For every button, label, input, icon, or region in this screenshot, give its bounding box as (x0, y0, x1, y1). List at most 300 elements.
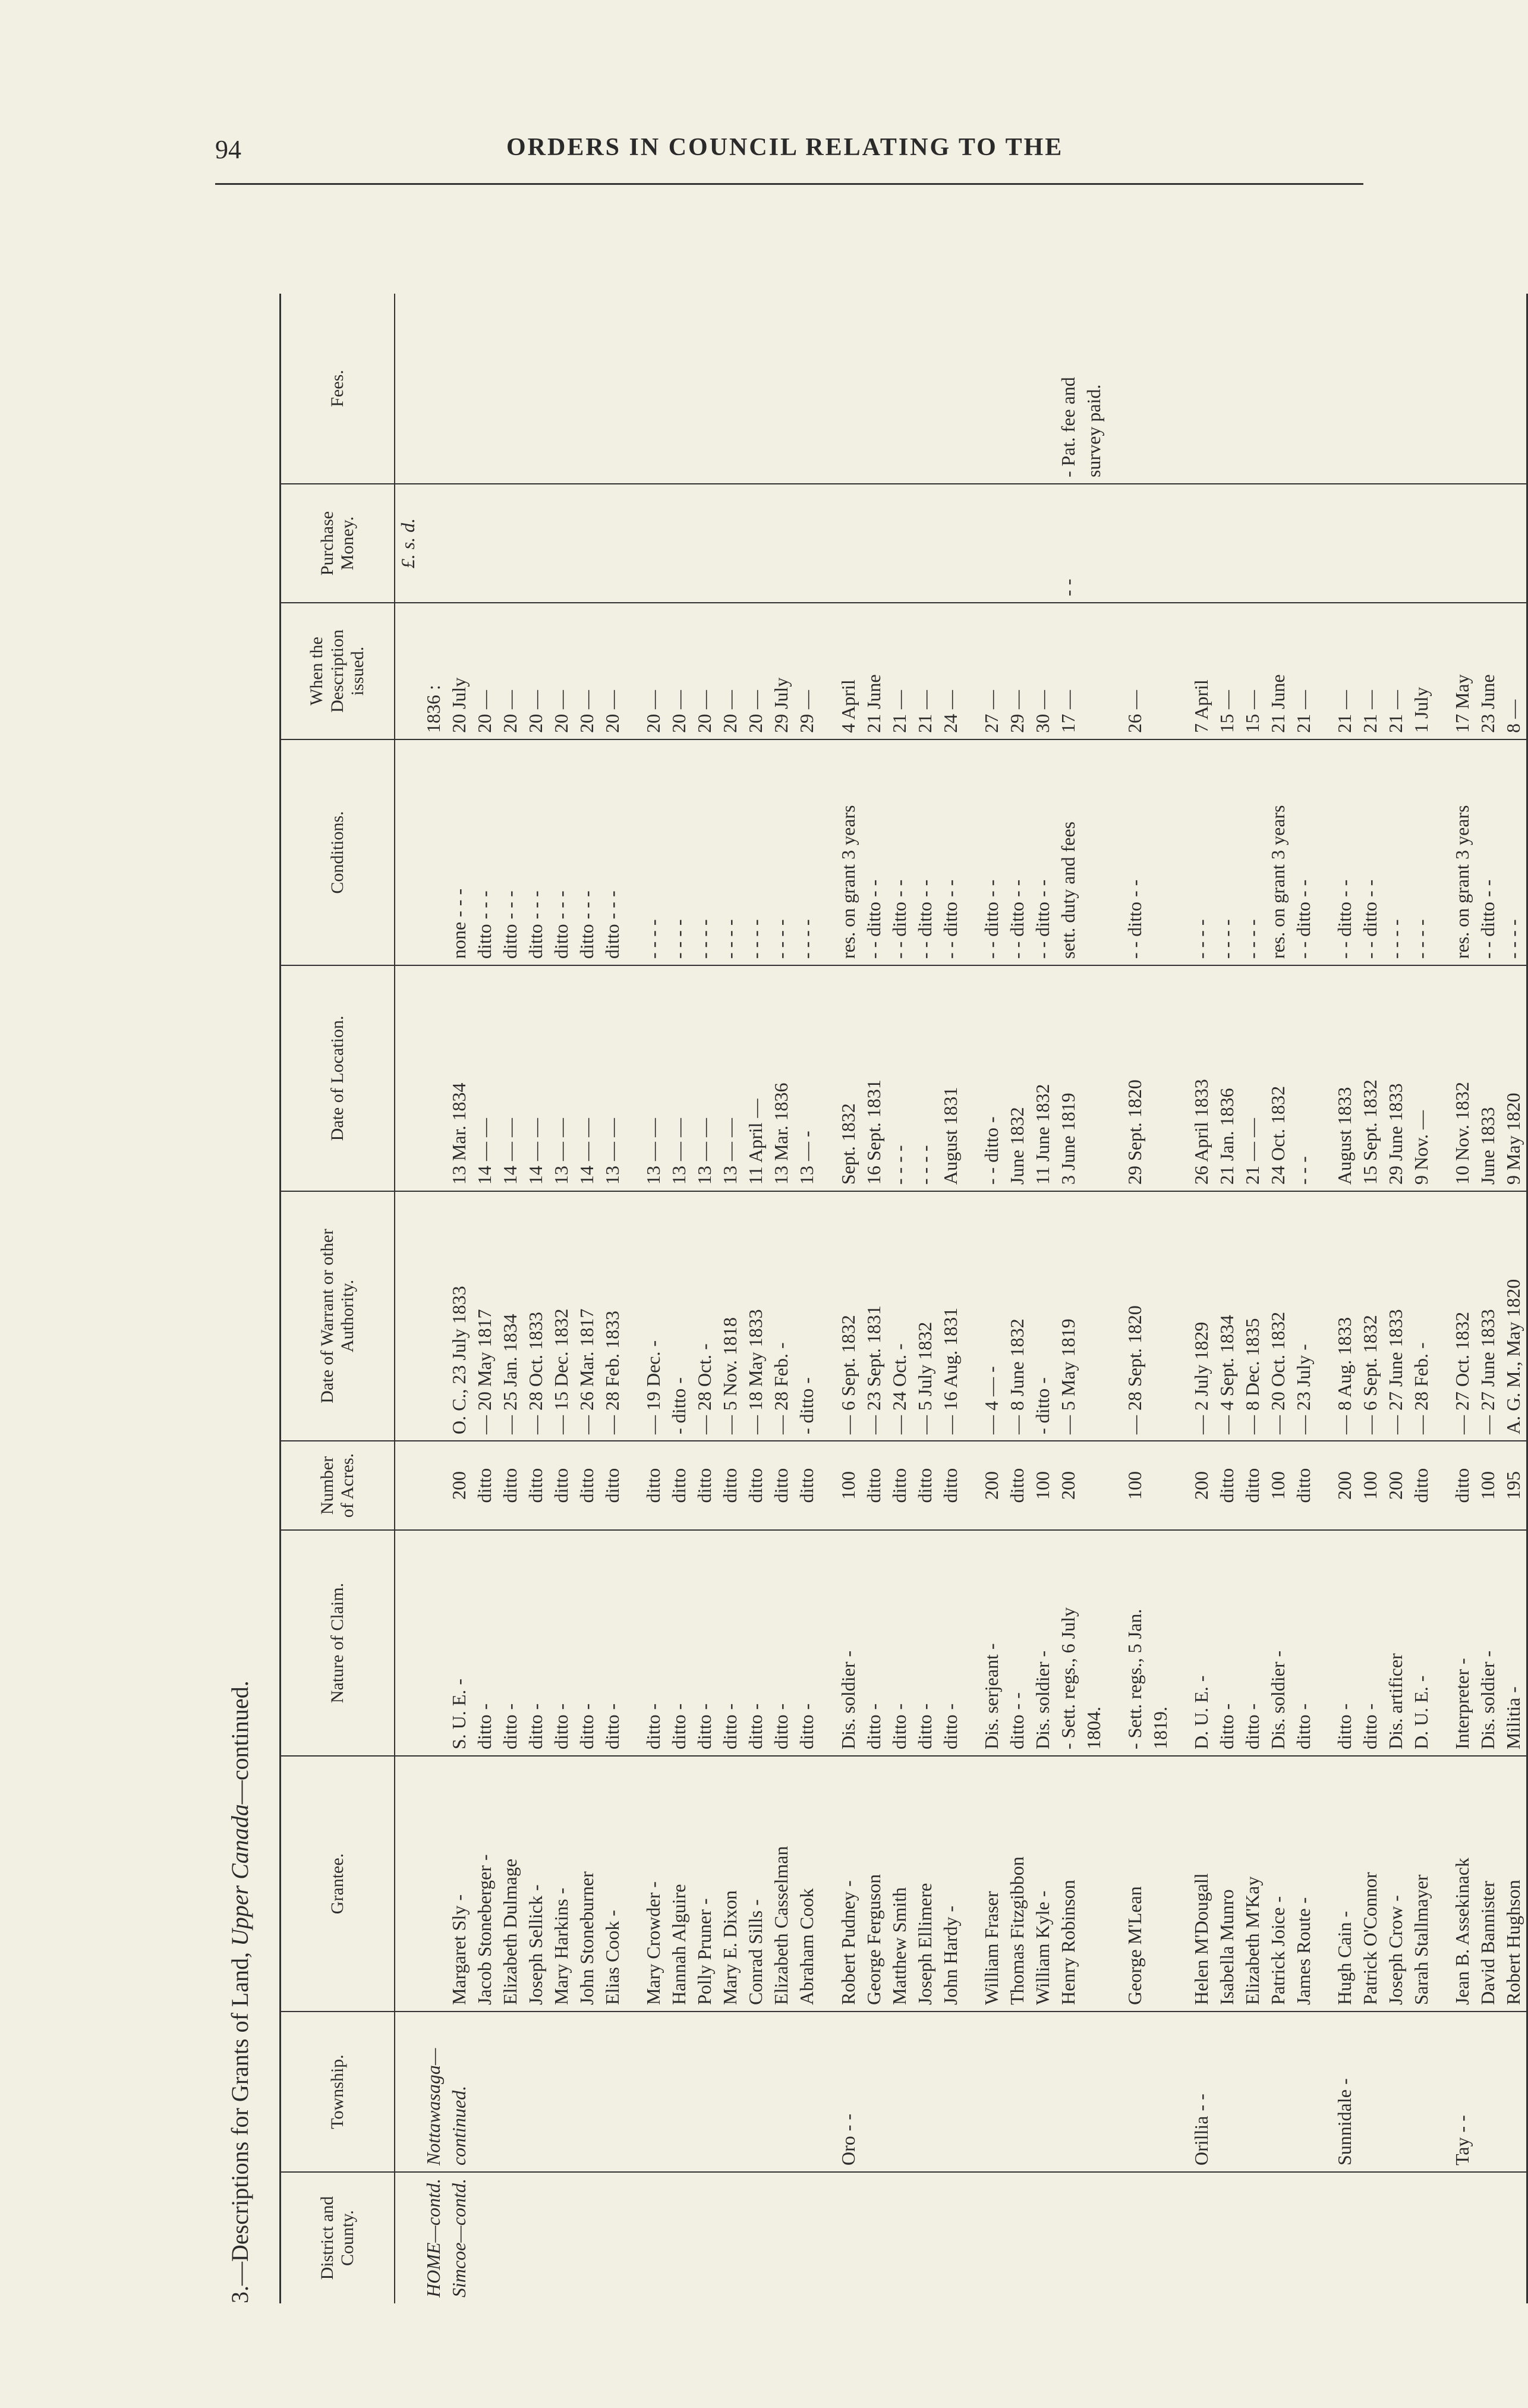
cell-grantee: Conrad Sills - (743, 1756, 768, 2012)
cell-fees (887, 294, 912, 484)
cell-location: 13 — — (666, 965, 692, 1191)
cell-conditions: - - - - (1240, 739, 1265, 965)
cell-acres: 200 (1056, 1441, 1081, 1530)
cell-grantee: Margaret Sly - (446, 1756, 472, 2012)
cell-conditions: - - ditto - - (1475, 739, 1501, 965)
cell-purchase (1265, 484, 1291, 603)
cell-conditions: ditto - - - (600, 739, 625, 965)
cell-fees (1409, 294, 1434, 484)
cell-fees (861, 294, 887, 484)
table-row (1148, 294, 1173, 2303)
cell-acres: ditto (861, 1441, 887, 1530)
cell-grantee: Robert Hughson (1501, 1756, 1527, 2012)
cell-warrant: — 27 Oct. 1832 (1450, 1191, 1475, 1441)
row-spacer (625, 294, 641, 2303)
cell-grantee: Isabella Munro (1214, 1756, 1240, 2012)
cell-described: 20 — (717, 603, 743, 739)
cell-grantee: Robert Pudney - (836, 1756, 861, 2012)
cell-purchase (979, 484, 1004, 603)
cell-township: Tay - - (1450, 2012, 1475, 2172)
cell-fees (497, 294, 523, 484)
cell-conditions: ditto - - - (523, 739, 549, 965)
cell-district (692, 2172, 717, 2303)
col-acres: Number of Acres. (281, 1441, 395, 1530)
cell-grantee: Elizabeth Dulmage (497, 1756, 523, 2012)
cell-acres: ditto (1240, 1441, 1265, 1530)
cell-nature: ditto - (472, 1530, 497, 1756)
cell-described: 29 July (768, 603, 794, 739)
col-fees: Fees. (281, 294, 395, 484)
cell-acres: ditto (692, 1441, 717, 1530)
cell-warrant: — 8 Aug. 1833 (1332, 1191, 1357, 1441)
cell-nature: Militia - (1501, 1530, 1527, 1756)
cell-fees (1291, 294, 1316, 484)
col-township: Township. (281, 2012, 395, 2172)
cell-purchase (836, 484, 861, 603)
cell-warrant: — 28 Feb. - (1409, 1191, 1434, 1441)
cell-location: 13 — — (641, 965, 666, 1191)
cell-location (1148, 965, 1173, 1191)
cell-district (1189, 2172, 1214, 2303)
cell-grantee: Henry Robinson (1056, 1756, 1081, 2012)
table-row (549, 294, 574, 2303)
table-row (446, 294, 472, 2303)
cell-district (523, 2172, 549, 2303)
cell-nature: Interpreter - (1450, 1530, 1475, 1756)
cell-nature: Dis. serjeant - (979, 1530, 1004, 1756)
cell-purchase (1122, 484, 1148, 603)
cell-district (1056, 2172, 1081, 2303)
cell-township (574, 2012, 600, 2172)
table-row (1501, 294, 1527, 2303)
cell-location: - - - (1291, 965, 1316, 1191)
cell-described: 20 — (574, 603, 600, 739)
cell-acres: ditto (938, 1441, 963, 1530)
cell-township (549, 2012, 574, 2172)
cell-grantee: Thomas Fitzgibbon (1004, 1756, 1030, 2012)
cell-township (794, 2012, 820, 2172)
cell-conditions: - - - - (1189, 739, 1214, 965)
cell-conditions: ditto - - - (549, 739, 574, 965)
cell-conditions: res. on grant 3 years (836, 739, 861, 965)
cell-conditions: - - - - (692, 739, 717, 965)
cell-fees (1214, 294, 1240, 484)
cell-purchase (938, 484, 963, 603)
cell-district (938, 2172, 963, 2303)
cell-acres: ditto (768, 1441, 794, 1530)
cell-township (1081, 2012, 1107, 2172)
cell-district (861, 2172, 887, 2303)
cell-district (1265, 2172, 1291, 2303)
cell-acres: ditto (912, 1441, 938, 1530)
cell-purchase: - - (1056, 484, 1081, 603)
row-spacer (1316, 294, 1332, 2303)
cell-township (641, 2012, 666, 2172)
cell-township (938, 2012, 963, 2172)
cell-described: 7 April (1189, 603, 1214, 739)
cell-conditions: ditto - - - (574, 739, 600, 965)
cell-grantee: Elias Cook - (600, 1756, 625, 2012)
cell-grantee: Patrick Joice - (1265, 1756, 1291, 2012)
cell-conditions: - - ditto - - (938, 739, 963, 965)
cell-acres: 200 (1332, 1441, 1357, 1530)
cell-warrant: — 27 June 1833 (1475, 1191, 1501, 1441)
cell-acres: ditto (1450, 1441, 1475, 1530)
row-spacer (1434, 294, 1450, 2303)
cell-district (1409, 2172, 1434, 2303)
cell-grantee: George M'Lean (1122, 1756, 1148, 2012)
cell-purchase (717, 484, 743, 603)
cell-township (1148, 2012, 1173, 2172)
cell-nature: Dis. artificer (1383, 1530, 1409, 1756)
cell-district (1291, 2172, 1316, 2303)
cell-grantee: Helen M'Dougall (1189, 1756, 1214, 2012)
cell-nature: ditto - (887, 1530, 912, 1756)
cell-described: 15 — (1240, 603, 1265, 739)
cell-warrant: — 18 May 1833 (743, 1191, 768, 1441)
cell-grantee (1081, 1756, 1107, 2012)
cell-warrant (1081, 1191, 1107, 1441)
table-row (743, 294, 768, 2303)
cell-described: 1836 : (421, 603, 446, 739)
cell-described: 15 — (1214, 603, 1240, 739)
cell-nature: Dis. soldier - (1475, 1530, 1501, 1756)
cell-warrant (1148, 1191, 1173, 1441)
cell-district (717, 2172, 743, 2303)
cell-purchase (1450, 484, 1475, 603)
cell-purchase (861, 484, 887, 603)
cell-purchase (666, 484, 692, 603)
cell-township (1409, 2012, 1434, 2172)
cell-grantee: Polly Pruner - (692, 1756, 717, 2012)
cell-acres: 100 (1122, 1441, 1148, 1530)
cell-district (497, 2172, 523, 2303)
cell-conditions: - - ditto - - (1332, 739, 1357, 965)
cell-conditions: - - - - (794, 739, 820, 965)
table-row (1004, 294, 1030, 2303)
cell-purchase (1409, 484, 1434, 603)
cell-fees (1450, 294, 1475, 484)
cell-nature: Dis. soldier - (1030, 1530, 1056, 1756)
cell-township (666, 2012, 692, 2172)
cell-location: Sept. 1832 (836, 965, 861, 1191)
table-caption: 3.—Descriptions for Grants of Land, Upper Canada—continued. (226, 1680, 253, 2303)
cell-location: 29 June 1833 (1383, 965, 1409, 1191)
cell-nature: ditto - (794, 1530, 820, 1756)
cell-nature: ditto - (938, 1530, 963, 1756)
cell-township: continued. (446, 2012, 472, 2172)
cell-grantee: Sarah Stallmayer (1409, 1756, 1434, 2012)
cell-grantee: Mary Crowder - (641, 1756, 666, 2012)
cell-warrant: — 28 Oct. 1833 (523, 1191, 549, 1441)
cell-district (1357, 2172, 1383, 2303)
col-purchase: Purchase Money. (281, 484, 395, 603)
cell-grantee: Elizabeth Casselman (768, 1756, 794, 2012)
cell-warrant: - ditto - (666, 1191, 692, 1441)
cell-township (912, 2012, 938, 2172)
row-spacer (963, 294, 979, 2303)
cell-grantee: Matthew Smith (887, 1756, 912, 2012)
table-row (1291, 294, 1316, 2303)
cell-grantee: John Stoneburner (574, 1756, 600, 2012)
cell-acres (1148, 1441, 1173, 1530)
cell-township (692, 2012, 717, 2172)
cell-location: 14 — — (472, 965, 497, 1191)
cell-nature: ditto - (692, 1530, 717, 1756)
cell-township (768, 2012, 794, 2172)
table-row (421, 294, 446, 2303)
cell-warrant (421, 1191, 446, 1441)
cell-district (1450, 2172, 1475, 2303)
cell-district: HOME—contd. (423, 2179, 445, 2297)
cell-nature: ditto - (549, 1530, 574, 1756)
table-row (1383, 294, 1409, 2303)
page-number: 94 (215, 135, 241, 164)
table-row (666, 294, 692, 2303)
cell-grantee: Joseph Sellick - (523, 1756, 549, 2012)
cell-district (887, 2172, 912, 2303)
cell-conditions: - - ditto - - (861, 739, 887, 965)
cell-conditions: - - - - (1409, 739, 1434, 965)
cell-nature: ditto - (574, 1530, 600, 1756)
cell-township (1291, 2012, 1316, 2172)
cell-warrant: — 4 Sept. 1834 (1214, 1191, 1240, 1441)
cell-location: 29 Sept. 1820 (1122, 965, 1148, 1191)
cell-warrant: — 16 Aug. 1831 (938, 1191, 963, 1441)
cell-described: 20 — (523, 603, 549, 739)
cell-acres: 200 (446, 1441, 472, 1530)
cell-fees (1475, 294, 1501, 484)
table-row (1056, 294, 1081, 2303)
cell-location: June 1832 (1004, 965, 1030, 1191)
cell-described: 20 — (472, 603, 497, 739)
cell-township (1383, 2012, 1409, 2172)
cell-fees (836, 294, 861, 484)
cell-conditions: - - ditto - - (1122, 739, 1148, 965)
cell-district (979, 2172, 1004, 2303)
cell-district (1004, 2172, 1030, 2303)
cell-district (1475, 2172, 1501, 2303)
cell-fees (472, 294, 497, 484)
cell-purchase (887, 484, 912, 603)
cell-described: 21 — (912, 603, 938, 739)
cell-warrant: A. G. M., May 1820 (1501, 1191, 1527, 1441)
cell-purchase (1030, 484, 1056, 603)
cell-purchase (1214, 484, 1240, 603)
cell-township: Orillia - - (1189, 2012, 1214, 2172)
cell-fees (1332, 294, 1357, 484)
cell-district (1332, 2172, 1357, 2303)
cell-purchase (1501, 484, 1527, 603)
cell-warrant: — 23 July - (1291, 1191, 1316, 1441)
cell-acres: 100 (1030, 1441, 1056, 1530)
cell-described: 30 — (1030, 603, 1056, 739)
cell-district (574, 2172, 600, 2303)
cell-purchase (1004, 484, 1030, 603)
cell-nature: ditto - (912, 1530, 938, 1756)
cell-purchase (1383, 484, 1409, 603)
cell-warrant: — 27 June 1833 (1383, 1191, 1409, 1441)
table-row (1240, 294, 1265, 2303)
col-nature: Nature of Claim. (281, 1530, 395, 1756)
cell-grantee: Abraham Cook (794, 1756, 820, 2012)
cell-fees (1189, 294, 1214, 484)
cell-fees: - Pat. fee and (1056, 294, 1081, 484)
cell-acres: 100 (836, 1441, 861, 1530)
cell-purchase (692, 484, 717, 603)
cell-grantee: John Hardy - (938, 1756, 963, 2012)
cell-warrant: — 20 Oct. 1832 (1265, 1191, 1291, 1441)
cell-nature: ditto - (1332, 1530, 1357, 1756)
cell-township (497, 2012, 523, 2172)
cell-acres: 100 (1475, 1441, 1501, 1530)
cell-warrant: - ditto - (794, 1191, 820, 1441)
col-location: Date of Location. (281, 965, 395, 1191)
cell-purchase (641, 484, 666, 603)
cell-fees (1148, 294, 1173, 484)
cell-location: August 1833 (1332, 965, 1357, 1191)
cell-purchase (446, 484, 472, 603)
cell-location: 21 — — (1240, 965, 1265, 1191)
table-row (1030, 294, 1056, 2303)
cell-conditions (1148, 739, 1173, 965)
cell-acres: ditto (717, 1441, 743, 1530)
cell-nature: ditto - (1240, 1530, 1265, 1756)
cell-acres: 100 (1357, 1441, 1383, 1530)
cell-purchase (523, 484, 549, 603)
cell-location: 9 May 1820 (1501, 965, 1527, 1191)
cell-conditions: - - ditto - - (1004, 739, 1030, 965)
header-rule (215, 183, 1363, 185)
cell-described: 21 — (1332, 603, 1357, 739)
cell-grantee: Joseph Crow - (1383, 1756, 1409, 2012)
cell-acres: ditto (472, 1441, 497, 1530)
cell-described: 21 — (1383, 603, 1409, 739)
cell-purchase (1357, 484, 1383, 603)
cell-nature: D. U. E. - (1409, 1530, 1434, 1756)
cell-described: 24 — (938, 603, 963, 739)
cell-nature: ditto - (641, 1530, 666, 1756)
cell-conditions: - - ditto - - (912, 739, 938, 965)
cell-warrant: — 15 Dec. 1832 (549, 1191, 574, 1441)
cell-grantee: Hannah Alguire (666, 1756, 692, 2012)
cell-township (1265, 2012, 1291, 2172)
cell-nature: ditto - - (1004, 1530, 1030, 1756)
cell-district (549, 2172, 574, 2303)
row-spacer (820, 294, 836, 2303)
cell-described: 8 — (1501, 603, 1527, 739)
cell-described: 20 — (641, 603, 666, 739)
cell-district (641, 2172, 666, 2303)
cell-district (666, 2172, 692, 2303)
cell-location: 21 Jan. 1836 (1214, 965, 1240, 1191)
table-row (887, 294, 912, 2303)
cell-township (1214, 2012, 1240, 2172)
cell-described: 29 — (794, 603, 820, 739)
col-warrant: Date of Warrant or other Authority. (281, 1191, 395, 1441)
cell-location: - - ditto - (979, 965, 1004, 1191)
cell-acres: ditto (641, 1441, 666, 1530)
cell-purchase (1291, 484, 1316, 603)
cell-described: 20 July (446, 603, 472, 739)
cell-location: 13 — — (717, 965, 743, 1191)
cell-acres: ditto (523, 1441, 549, 1530)
cell-warrant: — 23 Sept. 1831 (861, 1191, 887, 1441)
cell-fees (1122, 294, 1148, 484)
cell-acres: 200 (979, 1441, 1004, 1530)
cell-location: August 1831 (938, 965, 963, 1191)
cell-grantee: Hugh Cain - (1332, 1756, 1357, 2012)
cell-warrant: — 28 Feb. - (768, 1191, 794, 1441)
cell-location: 13 — - (794, 965, 820, 1191)
cell-fees (1383, 294, 1409, 484)
cell-district (794, 2172, 820, 2303)
running-head: ORDERS IN COUNCIL RELATING TO THE (506, 134, 1064, 161)
cell-nature: - Sett. regs., 6 July (1056, 1530, 1081, 1756)
cell-grantee: Mary E. Dixon (717, 1756, 743, 2012)
cell-township (717, 2012, 743, 2172)
cell-nature: Dis. soldier - (1265, 1530, 1291, 1756)
cell-acres: ditto (794, 1441, 820, 1530)
cell-purchase (768, 484, 794, 603)
cell-location: 10 Nov. 1832 (1450, 965, 1475, 1191)
table-row (497, 294, 523, 2303)
table-row (692, 294, 717, 2303)
cell-location: 24 Oct. 1832 (1265, 965, 1291, 1191)
col-described: When the Description issued. (281, 603, 395, 739)
cell-conditions: - - - - (1214, 739, 1240, 965)
cell-warrant: — 24 Oct. - (887, 1191, 912, 1441)
cell-acres: ditto (1291, 1441, 1316, 1530)
cell-district: Simcoe—contd. (448, 2179, 470, 2297)
cell-warrant: O. C., 23 July 1833 (446, 1191, 472, 1441)
cell-warrant: — 5 July 1832 (912, 1191, 938, 1441)
cell-acres: ditto (600, 1441, 625, 1530)
table-row (523, 294, 549, 2303)
cell-grantee: Jacob Stoneberger - (472, 1756, 497, 2012)
grants-table (279, 294, 1528, 2303)
table-row (717, 294, 743, 2303)
cell-fees (421, 294, 446, 484)
cell-location: 14 — — (497, 965, 523, 1191)
cell-township: Oro - - (836, 2012, 861, 2172)
cell-described: 23 June (1475, 603, 1501, 739)
cell-warrant: — 19 Dec. - (641, 1191, 666, 1441)
table-row (472, 294, 497, 2303)
cell-purchase (743, 484, 768, 603)
cell-warrant: — 8 Dec. 1835 (1240, 1191, 1265, 1441)
cell-grantee (421, 1756, 446, 2012)
table-row (1450, 294, 1475, 2303)
cell-nature: 1819. (1148, 1530, 1173, 1756)
cell-acres: 100 (1265, 1441, 1291, 1530)
cell-nature: D. U. E. - (1189, 1530, 1214, 1756)
cell-location: 13 — — (692, 965, 717, 1191)
cell-township (887, 2012, 912, 2172)
cell-district (1214, 2172, 1240, 2303)
cell-location: 9 Nov. — (1409, 965, 1434, 1191)
cell-fees (1501, 294, 1527, 484)
cell-described: 21 — (887, 603, 912, 739)
cell-described: 21 June (861, 603, 887, 739)
cell-district (1030, 2172, 1056, 2303)
cell-warrant: — 8 June 1832 (1004, 1191, 1030, 1441)
cell-fees (692, 294, 717, 484)
cell-described: 20 — (497, 603, 523, 739)
cell-acres (1081, 1441, 1107, 1530)
cell-described: 20 — (743, 603, 768, 739)
cell-nature: - Sett. regs., 5 Jan. (1122, 1530, 1148, 1756)
